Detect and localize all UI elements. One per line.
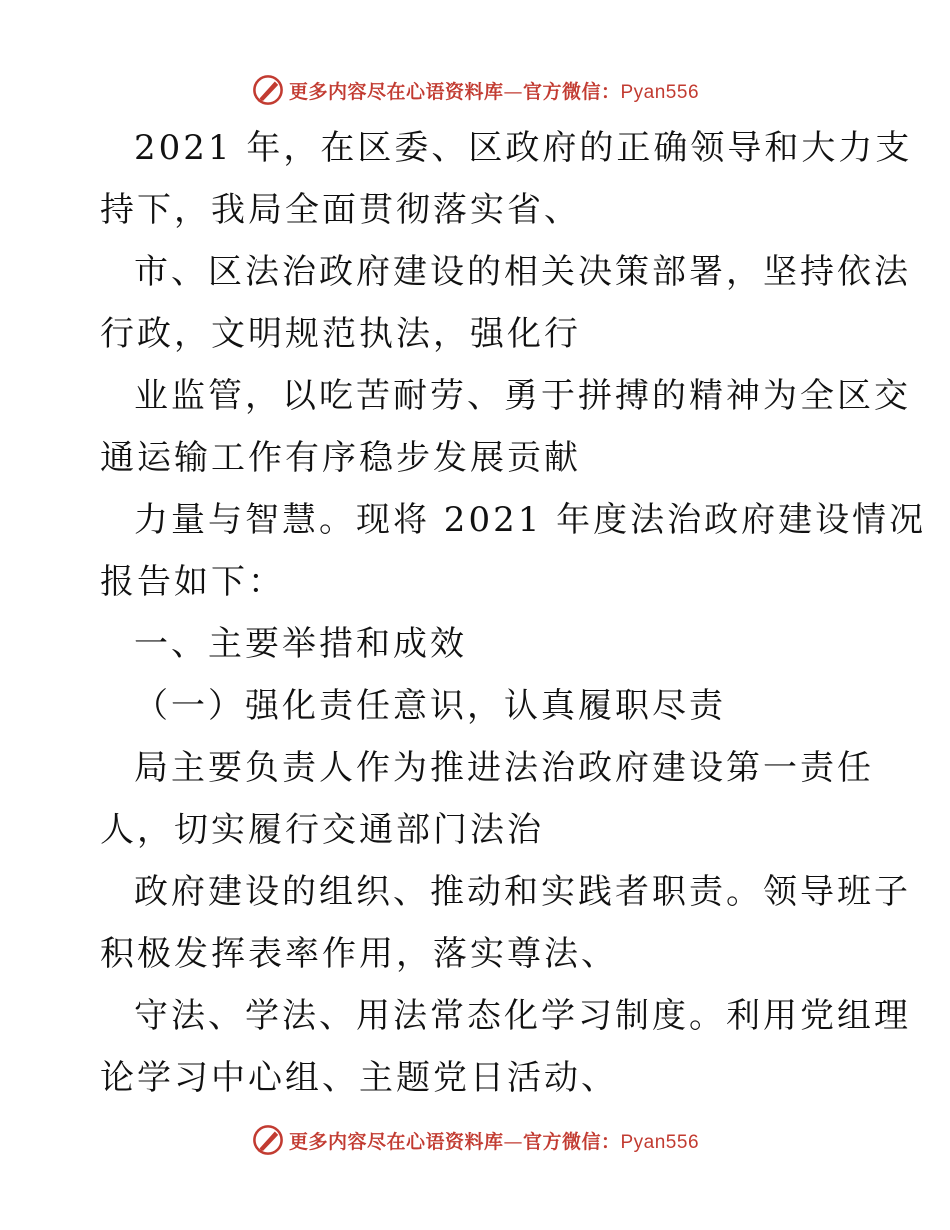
paragraph-line: 守法、学法、用法常态化学习制度。利用党组理 [134,996,911,1036]
banner-text [289,77,699,104]
paragraph-line: 政府建设的组织、推动和实践者职责。领导班子 [134,872,911,912]
paragraph-line: 论学习中心组、主题党日活动、 [100,1058,618,1098]
paragraph-line: 市、区法治政府建设的相关决策部署，坚持依法 [134,252,911,292]
paragraph-line: 2021 年，在区委、区政府的正确领导和大力支 [134,128,913,168]
paragraph-4 [100,489,927,613]
banner-separator: — [503,80,523,103]
paragraph-line: 持下，我局全面贯彻落实省、 [100,190,581,230]
banner-site-text: 更多内容尽在心语资料库 [288,1130,504,1153]
document-body [100,117,927,1109]
pen-seal-icon [251,1123,285,1157]
paragraph-line: 积极发挥表率作用，落实尊法、 [100,934,618,974]
paragraph-7 [100,985,911,1109]
paragraph-2 [100,241,911,365]
paragraph-line: 行政，文明规范执法，强化行 [100,314,581,354]
banner-wechat-label: 官方微信： [522,1130,621,1153]
paragraph-1 [100,117,913,241]
subsection-heading [100,675,860,737]
banner-wechat-label: 官方微信： [522,80,621,103]
paragraph-line: 力量与智慧。现将 2021 年度法治政府建设情况 [134,500,927,540]
paragraph-6 [100,861,911,985]
footer-banner [0,1120,950,1160]
banner-wechat-id: Pyan556 [620,81,700,103]
paragraph-line: 业监管，以吃苦耐劳、勇于拼搏的精神为全区交 [134,376,911,416]
heading-text: 一、主要举措和成效 [134,624,467,664]
paragraph-line: 局主要负责人作为推进法治政府建设第一责任 [134,748,874,788]
paragraph-line: 通运输工作有序稳步发展贡献 [100,438,581,478]
banner-separator: — [503,1130,523,1153]
pen-seal-icon [251,73,285,107]
banner-text [289,1127,699,1154]
banner-site-text: 更多内容尽在心语资料库 [288,80,504,103]
heading-text: （一）强化责任意识，认真履职尽责 [134,686,726,726]
header-banner [0,70,950,110]
banner-wechat-id: Pyan556 [620,1131,700,1153]
section-heading [100,613,860,675]
paragraph-5 [100,737,874,861]
paragraph-line: 人，切实履行交通部门法治 [100,810,544,850]
paragraph-3 [100,365,911,489]
paragraph-line: 报告如下： [100,562,285,602]
